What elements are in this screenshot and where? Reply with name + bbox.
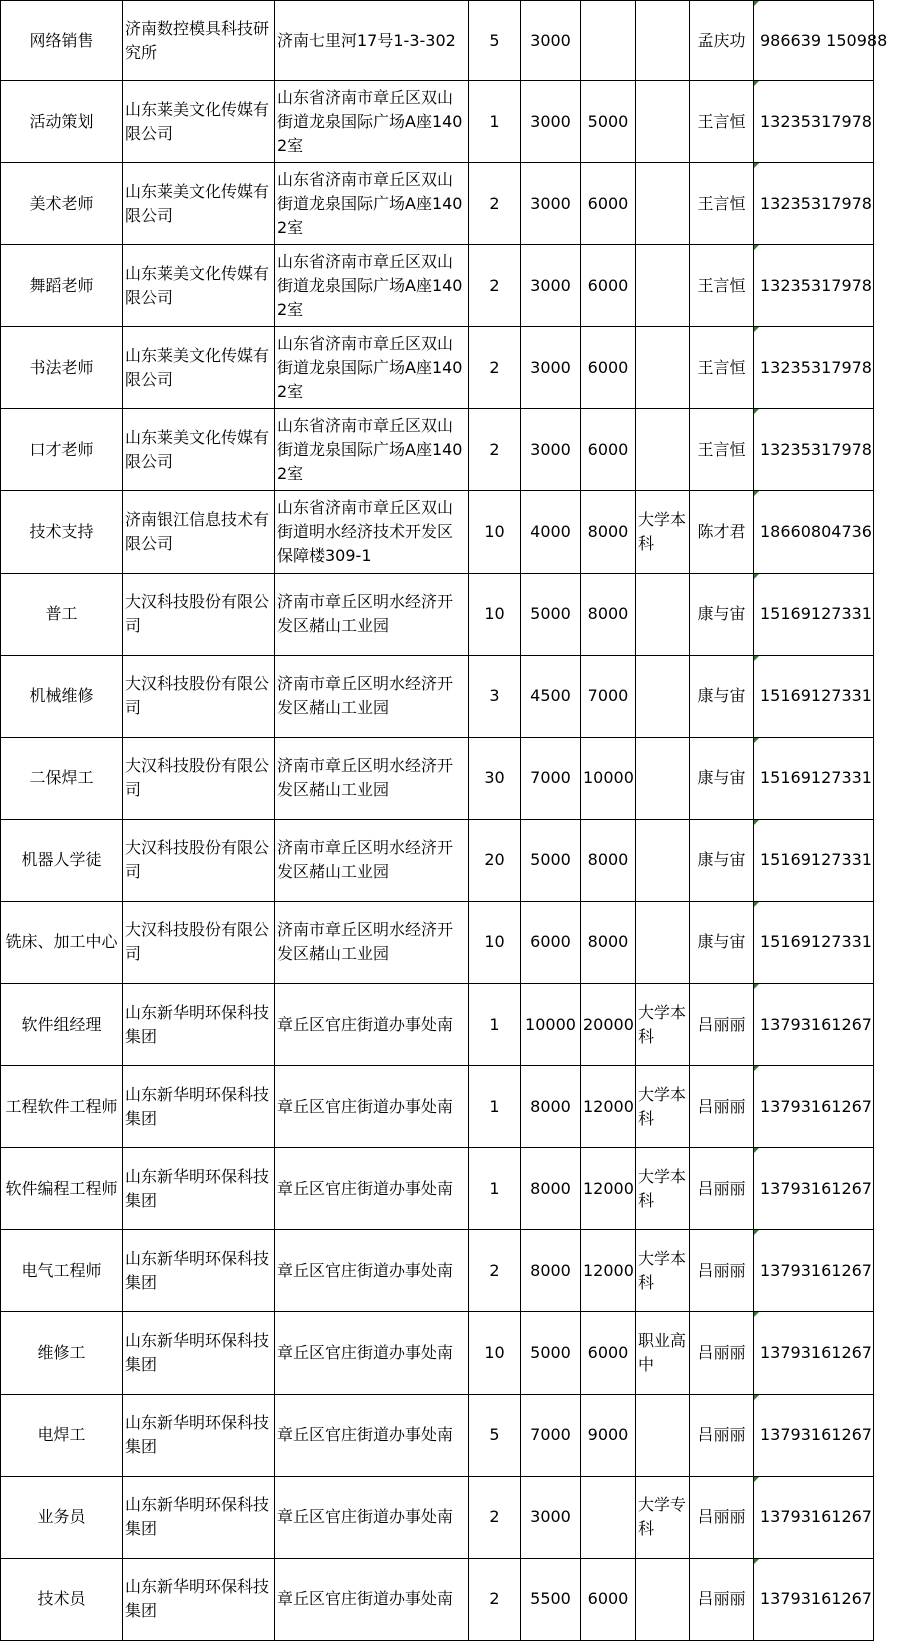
salary-min-cell: 3000 <box>521 245 581 327</box>
salary-min-cell: 8000 <box>521 1230 581 1312</box>
salary-max-cell: 9000 <box>581 1394 636 1476</box>
education-cell <box>636 655 690 737</box>
salary-min-cell: 5500 <box>521 1558 581 1640</box>
position-cell: 舞蹈老师 <box>1 245 123 327</box>
contact-cell: 王言恒 <box>690 409 754 491</box>
contact-cell: 康与宙 <box>690 737 754 819</box>
address-cell: 章丘区官庄街道办事处南 <box>275 1394 469 1476</box>
contact-cell: 康与宙 <box>690 901 754 983</box>
count-cell: 2 <box>469 327 521 409</box>
education-cell: 大学本科 <box>636 984 690 1066</box>
company-cell: 大汉科技股份有限公司 <box>123 901 275 983</box>
count-cell: 2 <box>469 245 521 327</box>
count-cell: 5 <box>469 1 521 81</box>
company-cell: 大汉科技股份有限公司 <box>123 655 275 737</box>
salary-min-cell: 5000 <box>521 819 581 901</box>
education-cell <box>636 1558 690 1640</box>
address-cell: 济南市章丘区明水经济开发区赭山工业园 <box>275 819 469 901</box>
address-cell: 章丘区官庄街道办事处南 <box>275 1558 469 1640</box>
phone-cell: 13793161267 <box>754 1230 874 1312</box>
position-cell: 电焊工 <box>1 1394 123 1476</box>
salary-min-cell: 10000 <box>521 984 581 1066</box>
phone-cell: 13793161267 <box>754 1148 874 1230</box>
address-cell: 章丘区官庄街道办事处南 <box>275 1476 469 1558</box>
salary-max-cell: 5000 <box>581 81 636 163</box>
position-cell: 活动策划 <box>1 81 123 163</box>
contact-cell: 王言恒 <box>690 327 754 409</box>
phone-cell: 13793161267 <box>754 1312 874 1394</box>
table-row <box>1 409 874 491</box>
phone-cell: 15169127331 <box>754 737 874 819</box>
position-cell: 普工 <box>1 573 123 655</box>
position-cell: 机器人学徒 <box>1 819 123 901</box>
position-cell: 技术员 <box>1 1558 123 1640</box>
count-cell: 2 <box>469 163 521 245</box>
count-cell: 2 <box>469 1476 521 1558</box>
phone-cell: 13235317978 <box>754 327 874 409</box>
education-cell: 大学本科 <box>636 1066 690 1148</box>
table-row <box>1 655 874 737</box>
table-row <box>1 1066 874 1148</box>
count-cell: 10 <box>469 491 521 573</box>
salary-min-cell: 6000 <box>521 901 581 983</box>
salary-min-cell: 8000 <box>521 1066 581 1148</box>
company-cell: 山东新华明环保科技集团 <box>123 1066 275 1148</box>
salary-max-cell: 6000 <box>581 327 636 409</box>
table-row <box>1 163 874 245</box>
count-cell: 1 <box>469 81 521 163</box>
table-row <box>1 984 874 1066</box>
education-cell: 大学本科 <box>636 1148 690 1230</box>
company-cell: 山东新华明环保科技集团 <box>123 984 275 1066</box>
company-cell: 山东新华明环保科技集团 <box>123 1230 275 1312</box>
contact-cell: 吕丽丽 <box>690 1066 754 1148</box>
salary-max-cell: 8000 <box>581 573 636 655</box>
salary-max-cell: 12000 <box>581 1230 636 1312</box>
position-cell: 机械维修 <box>1 655 123 737</box>
company-cell: 山东莱美文化传媒有限公司 <box>123 81 275 163</box>
company-cell: 山东新华明环保科技集团 <box>123 1394 275 1476</box>
address-cell: 山东省济南市章丘区双山街道龙泉国际广场A座1402室 <box>275 163 469 245</box>
table-row <box>1 573 874 655</box>
phone-cell: 15169127331 <box>754 655 874 737</box>
contact-cell: 吕丽丽 <box>690 1558 754 1640</box>
count-cell: 20 <box>469 819 521 901</box>
contact-cell: 吕丽丽 <box>690 984 754 1066</box>
contact-cell: 吕丽丽 <box>690 1148 754 1230</box>
phone-cell: 15169127331 <box>754 901 874 983</box>
company-cell: 济南数控模具科技研究所 <box>123 1 275 81</box>
table-row <box>1 1230 874 1312</box>
phone-cell: 13793161267 <box>754 1476 874 1558</box>
position-cell: 业务员 <box>1 1476 123 1558</box>
count-cell: 2 <box>469 1558 521 1640</box>
salary-max-cell: 12000 <box>581 1148 636 1230</box>
address-cell: 山东省济南市章丘区双山街道龙泉国际广场A座1402室 <box>275 81 469 163</box>
table-row <box>1 737 874 819</box>
count-cell: 1 <box>469 1148 521 1230</box>
salary-min-cell: 8000 <box>521 1148 581 1230</box>
count-cell: 10 <box>469 901 521 983</box>
salary-min-cell: 5000 <box>521 1312 581 1394</box>
position-cell: 二保焊工 <box>1 737 123 819</box>
education-cell <box>636 737 690 819</box>
table-row <box>1 327 874 409</box>
salary-max-cell: 6000 <box>581 163 636 245</box>
address-cell: 章丘区官庄街道办事处南 <box>275 1230 469 1312</box>
position-cell: 工程软件工程师 <box>1 1066 123 1148</box>
count-cell: 1 <box>469 1066 521 1148</box>
phone-cell: 13793161267 <box>754 1066 874 1148</box>
salary-max-cell: 6000 <box>581 409 636 491</box>
phone-cell: 18660804736 <box>754 491 874 573</box>
salary-min-cell: 7000 <box>521 1394 581 1476</box>
address-cell: 济南市章丘区明水经济开发区赭山工业园 <box>275 655 469 737</box>
salary-min-cell: 7000 <box>521 737 581 819</box>
contact-cell: 康与宙 <box>690 573 754 655</box>
company-cell: 山东莱美文化传媒有限公司 <box>123 245 275 327</box>
salary-max-cell: 12000 <box>581 1066 636 1148</box>
company-cell: 济南银江信息技术有限公司 <box>123 491 275 573</box>
salary-min-cell: 3000 <box>521 1476 581 1558</box>
company-cell: 大汉科技股份有限公司 <box>123 737 275 819</box>
phone-cell: 15169127331 <box>754 573 874 655</box>
company-cell: 山东莱美文化传媒有限公司 <box>123 163 275 245</box>
education-cell <box>636 573 690 655</box>
contact-cell: 陈才君 <box>690 491 754 573</box>
salary-min-cell: 3000 <box>521 1 581 81</box>
contact-cell: 吕丽丽 <box>690 1312 754 1394</box>
position-cell: 网络销售 <box>1 1 123 81</box>
contact-cell: 王言恒 <box>690 81 754 163</box>
company-cell: 大汉科技股份有限公司 <box>123 573 275 655</box>
contact-cell: 康与宙 <box>690 655 754 737</box>
address-cell: 章丘区官庄街道办事处南 <box>275 984 469 1066</box>
education-cell: 职业高中 <box>636 1312 690 1394</box>
phone-cell: 13793161267 <box>754 984 874 1066</box>
table-row <box>1 1 874 81</box>
education-cell <box>636 819 690 901</box>
address-cell: 山东省济南市章丘区双山街道明水经济技术开发区保障楼309-1 <box>275 491 469 573</box>
address-cell: 山东省济南市章丘区双山街道龙泉国际广场A座1402室 <box>275 409 469 491</box>
salary-max-cell <box>581 1 636 81</box>
count-cell: 2 <box>469 1230 521 1312</box>
salary-max-cell: 7000 <box>581 655 636 737</box>
count-cell: 5 <box>469 1394 521 1476</box>
education-cell: 大学专科 <box>636 1476 690 1558</box>
address-cell: 济南市章丘区明水经济开发区赭山工业园 <box>275 901 469 983</box>
salary-max-cell <box>581 1476 636 1558</box>
address-cell: 章丘区官庄街道办事处南 <box>275 1148 469 1230</box>
contact-cell: 吕丽丽 <box>690 1394 754 1476</box>
education-cell <box>636 327 690 409</box>
salary-min-cell: 3000 <box>521 409 581 491</box>
position-cell: 软件组经理 <box>1 984 123 1066</box>
position-cell: 口才老师 <box>1 409 123 491</box>
table-row <box>1 491 874 573</box>
salary-min-cell: 3000 <box>521 81 581 163</box>
salary-max-cell: 8000 <box>581 491 636 573</box>
salary-max-cell: 8000 <box>581 819 636 901</box>
table-row <box>1 901 874 983</box>
company-cell: 山东新华明环保科技集团 <box>123 1558 275 1640</box>
table-body <box>1 1 888 1641</box>
contact-cell: 吕丽丽 <box>690 1476 754 1558</box>
count-cell: 30 <box>469 737 521 819</box>
education-cell <box>636 901 690 983</box>
count-cell: 10 <box>469 573 521 655</box>
education-cell <box>636 1394 690 1476</box>
phone-cell: 15169127331 <box>754 819 874 901</box>
phone-cell: 13235317978 <box>754 81 874 163</box>
salary-max-cell: 20000 <box>581 984 636 1066</box>
count-cell: 3 <box>469 655 521 737</box>
table-row <box>1 819 874 901</box>
table-row <box>1 1312 874 1394</box>
table-row <box>1 1394 874 1476</box>
phone-cell: 13235317978 <box>754 409 874 491</box>
salary-min-cell: 5000 <box>521 573 581 655</box>
count-cell: 1 <box>469 984 521 1066</box>
salary-min-cell: 4000 <box>521 491 581 573</box>
education-cell <box>636 81 690 163</box>
contact-cell: 王言恒 <box>690 245 754 327</box>
table-row <box>1 81 874 163</box>
salary-max-cell: 6000 <box>581 245 636 327</box>
address-cell: 济南市章丘区明水经济开发区赭山工业园 <box>275 573 469 655</box>
count-cell: 10 <box>469 1312 521 1394</box>
contact-cell: 康与宙 <box>690 819 754 901</box>
phone-cell: 13235317978 <box>754 245 874 327</box>
position-cell: 书法老师 <box>1 327 123 409</box>
phone-cell: 13235317978 <box>754 163 874 245</box>
education-cell: 大学本科 <box>636 491 690 573</box>
education-cell: 大学本科 <box>636 1230 690 1312</box>
contact-cell: 吕丽丽 <box>690 1230 754 1312</box>
position-cell: 电气工程师 <box>1 1230 123 1312</box>
phone-cell: 13793161267 <box>754 1558 874 1640</box>
phone-cell: 986639 150988 <box>754 1 874 81</box>
education-cell <box>636 245 690 327</box>
company-cell: 山东莱美文化传媒有限公司 <box>123 327 275 409</box>
salary-max-cell: 8000 <box>581 901 636 983</box>
contact-cell: 孟庆功 <box>690 1 754 81</box>
address-cell: 山东省济南市章丘区双山街道龙泉国际广场A座1402室 <box>275 245 469 327</box>
address-cell: 章丘区官庄街道办事处南 <box>275 1312 469 1394</box>
company-cell: 山东新华明环保科技集团 <box>123 1148 275 1230</box>
salary-max-cell: 10000 <box>581 737 636 819</box>
table-row <box>1 245 874 327</box>
education-cell <box>636 163 690 245</box>
address-cell: 章丘区官庄街道办事处南 <box>275 1066 469 1148</box>
table-row <box>1 1476 874 1558</box>
position-cell: 技术支持 <box>1 491 123 573</box>
table-row <box>1 1558 874 1640</box>
position-cell: 美术老师 <box>1 163 123 245</box>
contact-cell: 王言恒 <box>690 163 754 245</box>
salary-min-cell: 3000 <box>521 327 581 409</box>
education-cell <box>636 409 690 491</box>
company-cell: 山东新华明环保科技集团 <box>123 1312 275 1394</box>
count-cell: 2 <box>469 409 521 491</box>
company-cell: 大汉科技股份有限公司 <box>123 819 275 901</box>
phone-cell: 13793161267 <box>754 1394 874 1476</box>
position-cell: 软件编程工程师 <box>1 1148 123 1230</box>
table-row <box>1 1148 874 1230</box>
company-cell: 山东莱美文化传媒有限公司 <box>123 409 275 491</box>
salary-min-cell: 4500 <box>521 655 581 737</box>
education-cell <box>636 1 690 81</box>
salary-min-cell: 3000 <box>521 163 581 245</box>
salary-max-cell: 6000 <box>581 1558 636 1640</box>
address-cell: 济南市章丘区明水经济开发区赭山工业园 <box>275 737 469 819</box>
position-cell: 维修工 <box>1 1312 123 1394</box>
salary-max-cell: 6000 <box>581 1312 636 1394</box>
address-cell: 济南七里河17号1-3-302 <box>275 1 469 81</box>
position-cell: 铣床、加工中心 <box>1 901 123 983</box>
company-cell: 山东新华明环保科技集团 <box>123 1476 275 1558</box>
address-cell: 山东省济南市章丘区双山街道龙泉国际广场A座1402室 <box>275 327 469 409</box>
